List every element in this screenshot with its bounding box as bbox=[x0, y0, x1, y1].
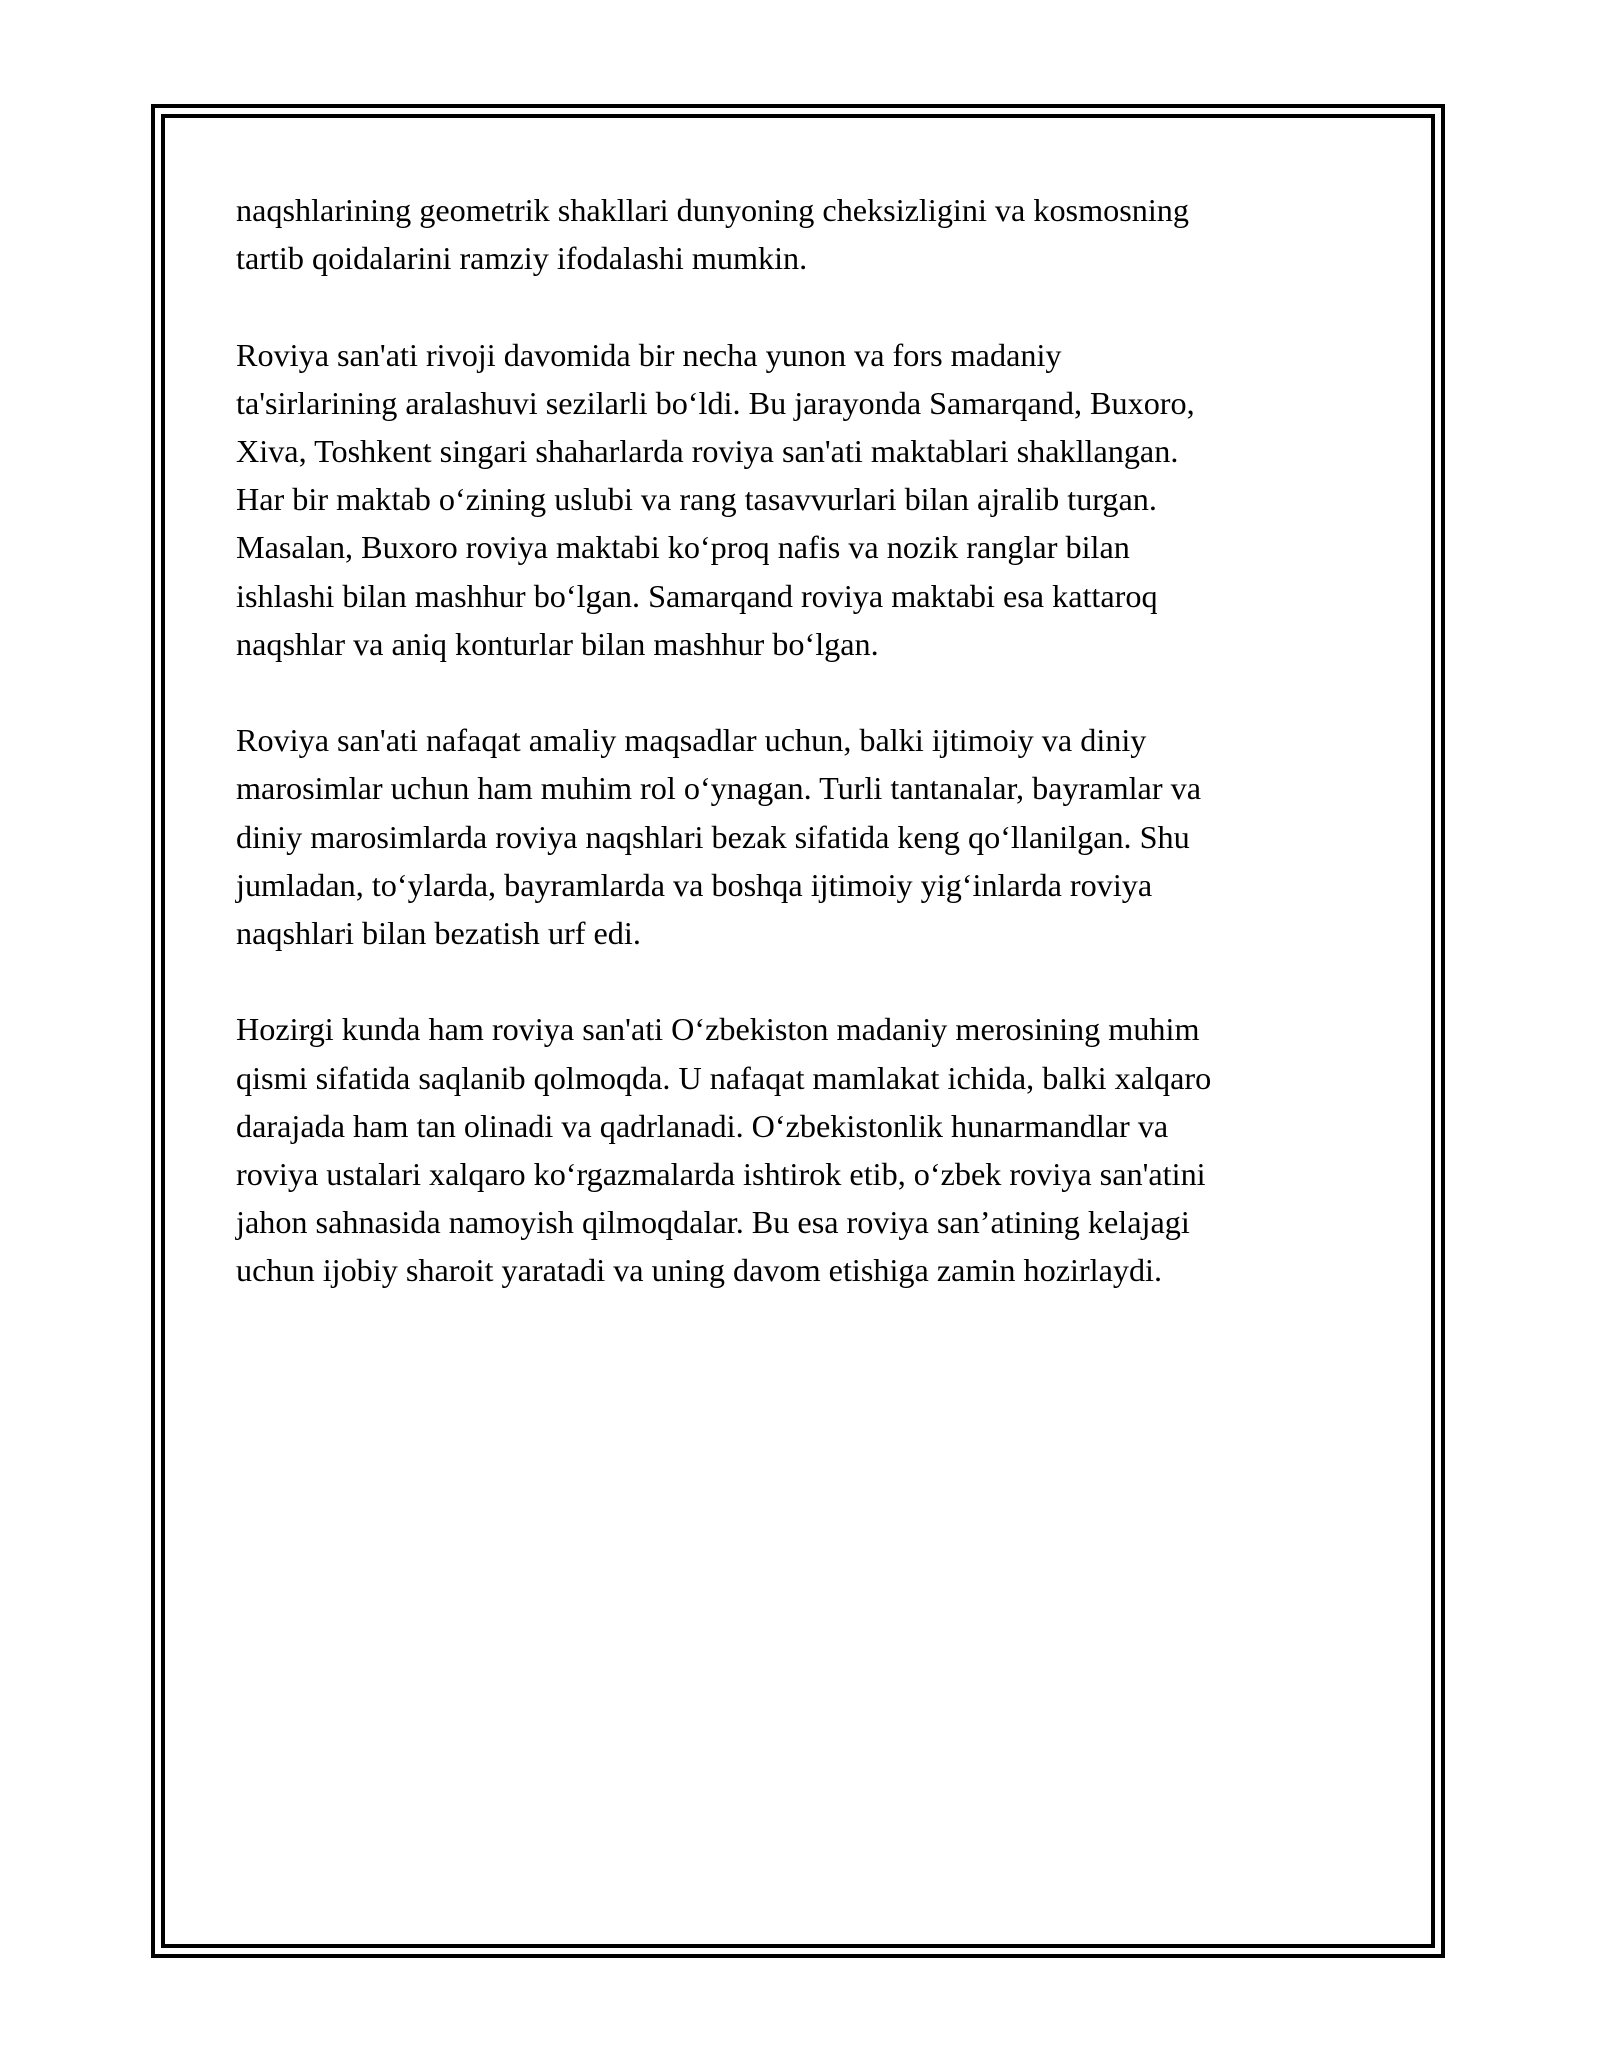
paragraph-1: naqshlarining geometrik shakllari dunyoning cheksizligini va kosmosning tartib qoidalarini ramziy ifodalashi mumkin. bbox=[236, 192, 1189, 277]
paragraph-2: Roviya san'ati rivoji davomida bir necha yunon va fors madaniy ta'sirlarining aralashuvi sezilarli bo‘ldi. Bu jarayonda Samarqand, Buxoro, Xiva, Toshkent singari shaharlarda roviya san'ati maktablari shakllangan. Har bir maktab o‘zining uslubi va rang tasavvurlari bilan ajralib turgan. Masalan, Buxoro roviya maktabi ko‘proq nafis va nozik ranglar bilan ishlashi bilan mashhur bo‘lgan. Samarqand roviya maktabi esa kattaroq naqshlar va aniq konturlar bilan mashhur bo‘lgan. bbox=[236, 336, 1195, 662]
paragraph-4: Hozirgi kunda ham roviya san'ati O‘zbekiston madaniy merosining muhim qismi sifatida saqlanib qolmoqda. U nafaqat mamlakat ichida, balki xalqaro darajada ham tan olinadi va qadrlanadi. O‘zbekistonlik hunarmandlar va roviya ustalari xalqaro ko‘rgazmalarda ishtirok etib, o‘zbek roviya san'atini jahon sahnasida namoyish qilmoqdalar. Bu esa roviya san’atining kelajagi uchun ijobiy sharoit yaratadi va uning davom etishiga zamin hozirlaydi. bbox=[236, 1011, 1212, 1289]
paragraph-3: Roviya san'ati nafaqat amaliy maqsadlar uchun, balki ijtimoiy va diniy marosimlar uchun ham muhim rol o‘ynagan. Turli tantanalar, bayramlar va diniy marosimlarda roviya naqshlari bezak sifatida keng qo‘llanilgan. Shu jumladan, to‘ylarda, bayramlarda va boshqa ijtimoiy yig‘inlarda roviya naqshlari bilan bezatish urf edi. bbox=[236, 722, 1201, 952]
document-body bbox=[236, 186, 1356, 1343]
